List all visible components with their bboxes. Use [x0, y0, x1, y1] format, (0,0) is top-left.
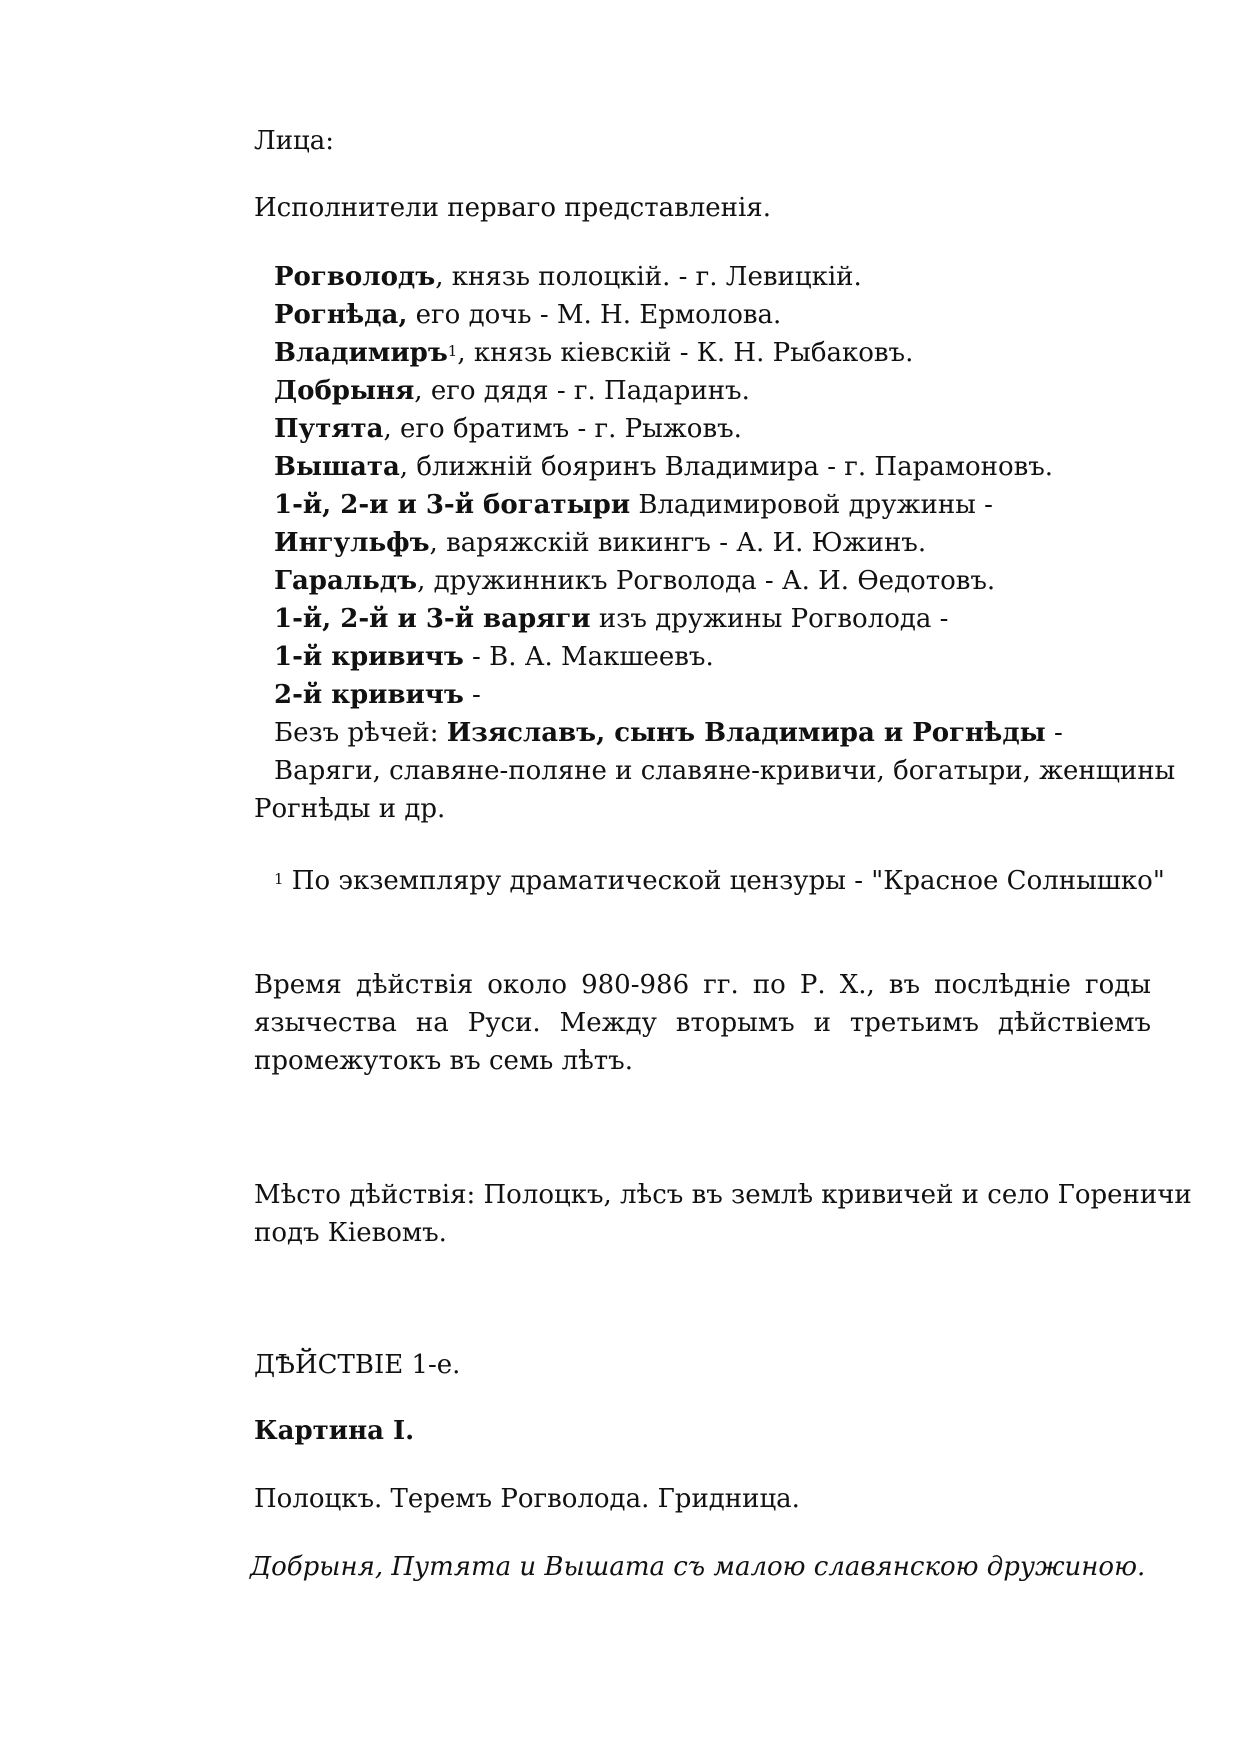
silent-roles-prefix: Безъ рѣчей: — [274, 718, 447, 748]
time-text-3: промежутокъ въ семь лѣтъ. — [254, 1046, 633, 1076]
extras-text-2: Рогнѣды и др. — [254, 794, 446, 824]
cast-name: 2-й кривичъ — [274, 680, 464, 710]
cast-name: 1-й кривичъ — [274, 642, 464, 672]
cast-description: , князь полоцкій. - г. Левицкій. — [435, 262, 862, 292]
cast-description: Владимировой дружины - — [630, 490, 993, 520]
cast-line — [274, 524, 926, 562]
cast-name: Рогволодъ — [274, 262, 436, 292]
cast-description: его дочь - М. Н. Ермолова. — [407, 300, 782, 330]
silent-roles-name: Изяславъ, сынъ Владимира и Рогнѣды — [446, 718, 1046, 748]
scene-heading: Картина I. — [254, 1416, 415, 1446]
cast-name: Гаральдъ — [274, 566, 418, 596]
place-paragraph — [254, 1176, 1192, 1252]
silent-roles-line — [274, 714, 1063, 752]
cast-name: Владимиръ — [274, 338, 448, 368]
stage-direction: Добрыня, Путята и Вышата съ малою славянскою дружиною. — [250, 1552, 1146, 1582]
cast-line — [274, 600, 948, 638]
cast-name: 1-й, 2-й и 3-й варяги — [274, 604, 591, 634]
act-heading: ДѢЙСТВІЕ 1-е. — [254, 1350, 461, 1380]
extras-line — [274, 752, 1176, 790]
cast-line — [274, 372, 750, 410]
cast-name: Добрыня — [274, 376, 415, 406]
cast-description: , ближній бояринъ Владимира - г. Парамоновъ. — [399, 452, 1054, 482]
cast-name: Путята — [274, 414, 384, 444]
footnote — [274, 862, 1165, 900]
place-text-1: Мѣсто дѣйствія: Полоцкъ, лѣсъ въ землѣ кривичей и село Гореничи — [254, 1180, 1192, 1210]
cast-line — [274, 638, 714, 676]
extras-text-1: Варяги, славяне-поляне и славяне-кривичи, богатыри, женщины — [274, 756, 1176, 786]
footnote-marker: 1 — [447, 342, 458, 360]
cast-name: 1-й, 2-и и 3-й богатыри — [274, 490, 631, 520]
cast-description: изъ дружины Рогволода - — [590, 604, 949, 634]
cast-line — [274, 296, 781, 334]
cast-line — [274, 562, 995, 600]
cast-name: Ингульфъ — [274, 528, 430, 558]
cast-description: , его братимъ - г. Рыжовъ. — [383, 414, 742, 444]
persons-heading: Лица: — [254, 126, 335, 156]
cast-line — [274, 448, 1053, 486]
footnote-text: По экземпляру драматической цензуры - "Красное Солнышко" — [283, 866, 1165, 896]
cast-line — [274, 676, 481, 714]
cast-description: , дружинникъ Рогволода - А. И. Ѳедотовъ. — [417, 566, 996, 596]
cast-name: Рогнѣда, — [274, 300, 408, 330]
cast-line — [274, 486, 993, 524]
place-text-2: подъ Кіевомъ. — [254, 1218, 447, 1248]
performers-heading: Исполнители перваго представленія. — [254, 193, 771, 223]
time-text-1: Время дѣйствія около 980-986 гг. по Р. Х., въ послѣдніе годы — [254, 970, 1151, 1000]
silent-roles-rest: - — [1045, 718, 1063, 748]
cast-description: - — [463, 680, 481, 710]
cast-line — [274, 334, 913, 372]
time-paragraph — [254, 966, 1151, 1080]
cast-description: , его дядя - г. Падаринъ. — [414, 376, 750, 406]
scene-location: Полоцкъ. Теремъ Рогволода. Гридница. — [254, 1484, 800, 1514]
footnote-mark: 1 — [274, 870, 284, 888]
time-text-2: язычества на Руси. Между вторымъ и третьимъ дѣйствіемъ — [254, 1008, 1151, 1038]
cast-description: , князь кіевскій - К. Н. Рыбаковъ. — [457, 338, 914, 368]
cast-line — [274, 258, 862, 296]
cast-description: , варяжскій викингъ - А. И. Южинъ. — [429, 528, 927, 558]
cast-description: - В. А. Макшеевъ. — [463, 642, 714, 672]
cast-line — [274, 410, 742, 448]
cast-name: Вышата — [274, 452, 400, 482]
